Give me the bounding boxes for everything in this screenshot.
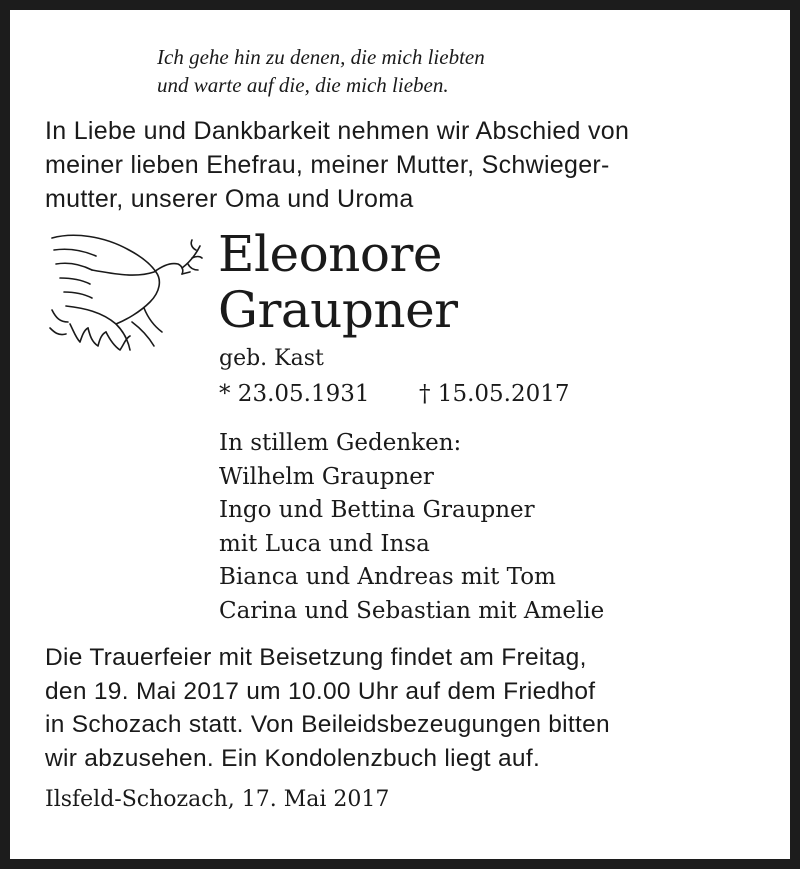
death-date: † 15.05.2017 [419, 381, 570, 407]
mourner-name: Bianca und Andreas mit Tom [219, 564, 556, 590]
mourners-block [219, 427, 604, 628]
mourner-name: Carina und Sebastian mit Amelie [219, 597, 605, 624]
funeral-info [45, 641, 610, 775]
funeral-line: wir abzusehen. Ein Kondolenzbuch liegt auf. [45, 744, 541, 772]
intro-line: In Liebe und Dankbarkeit nehmen wir Abschied von [45, 117, 630, 145]
mourner-name: Ingo und Bettina Graupner [219, 497, 535, 523]
funeral-line: den 19. Mai 2017 um 10.00 Uhr auf dem Friedhof [45, 677, 596, 705]
intro-line: meiner lieben Ehefrau, meiner Mutter, Schwieger- [45, 151, 610, 179]
deceased-name [218, 226, 458, 338]
maiden-name: geb. Kast [219, 346, 324, 371]
deceased-last-name: Graupner [218, 281, 458, 339]
mourner-name: mit Luca und Insa [219, 530, 430, 557]
mourner-name: Wilhelm Graupner [219, 463, 434, 490]
motto-quote [157, 43, 485, 99]
mourners-heading: In stillem Gedenken: [219, 430, 462, 456]
place-and-date: Ilsfeld-Schozach, 17. Mai 2017 [45, 787, 390, 812]
intro-text [45, 114, 629, 216]
deceased-first-name: Eleonore [218, 225, 442, 283]
birth-date: * 23.05.1931 [219, 381, 370, 407]
funeral-line: in Schozach statt. Von Beileidsbezeugungen bitten [45, 711, 610, 738]
life-dates [219, 379, 570, 409]
dove-with-olive-branch-icon [44, 228, 204, 358]
funeral-line: Die Trauerfeier mit Beisetzung findet am Freitag, [45, 644, 587, 671]
motto-line: Ich gehe hin zu denen, die mich liebten [157, 45, 485, 69]
motto-line: und warte auf die, die mich lieben. [157, 73, 449, 97]
intro-line: mutter, unserer Oma und Uroma [45, 185, 414, 213]
